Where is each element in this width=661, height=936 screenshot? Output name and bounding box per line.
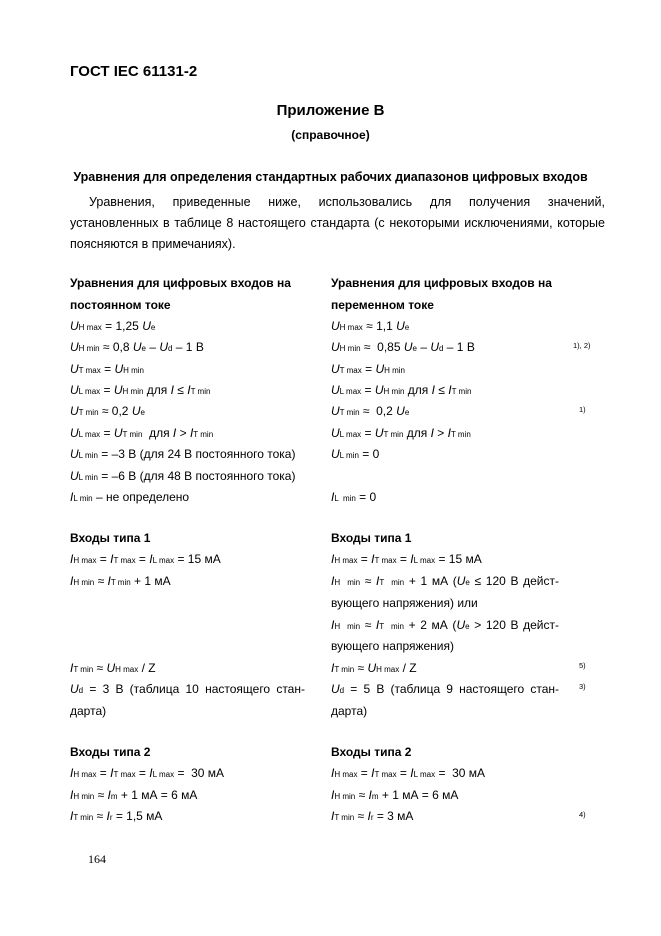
dc-t1-ud-cont: дарта) (70, 704, 107, 718)
ac-t1-min-1: IH min ≈ IT min + 1 мА (Ue ≤ 120 В дейст- (331, 574, 560, 588)
dc-column-title-line2: постоянном токе (70, 298, 171, 312)
ac-eq-ul-max: UL max = UH min для I ≤ IT min (331, 383, 472, 397)
ac-t2-max: IH max = IT max = IL max = 30 мА (331, 766, 486, 780)
dc-eq-ut-min: UT min ≈ 0,2 Ue (70, 404, 145, 418)
note-ref-4: 4) (579, 810, 586, 819)
ac-eq-uh-max: UH max ≈ 1,1 Ue (331, 319, 410, 333)
ac-t1-min-2-cont: вующего напряжения) (331, 639, 455, 653)
ac-t1-ud: Ud = 5 В (таблица 9 настоящего стан- (331, 682, 559, 696)
ac-type1-heading: Входы типа 1 (331, 531, 412, 545)
dc-t2-tmin: IT min ≈ Ir = 1,5 мА (70, 809, 163, 823)
dc-t1-max: IH max = IT max = IL max = 15 мА (70, 552, 221, 566)
dc-t1-tmin: IT min ≈ UH max / Z (70, 661, 156, 675)
dc-t1-ud: Ud = 3 В (таблица 10 настоящего стан- (70, 682, 305, 696)
ac-eq-ul-max-2: UL max = UT min для I > IT min (331, 426, 471, 440)
dc-eq-ul-max-2: UL max = UT min для I > IT min (70, 426, 214, 440)
dc-eq-ul-min-24: UL min = –3 В (для 24 В постоянного тока) (70, 447, 296, 461)
note-ref-1-2: 1), 2) (573, 341, 591, 350)
note-ref-3: 3) (579, 682, 586, 691)
note-ref-1: 1) (579, 405, 586, 414)
page-number: 164 (88, 852, 106, 866)
dc-type1-heading: Входы типа 1 (70, 531, 151, 545)
ac-type2-heading: Входы типа 2 (331, 745, 412, 759)
ac-t1-tmin: IT min ≈ UH max / Z (331, 661, 417, 675)
dc-eq-il-min: IL min – не определено (70, 490, 190, 504)
ac-eq-uh-min: UH min ≈ 0,85 Ue – Ud – 1 В (331, 340, 475, 354)
dc-eq-ul-min-48: UL min = –6 В (для 48 В постоянного тока) (70, 469, 296, 483)
dc-eq-uh-min: UH min ≈ 0,8 Ue – Ud – 1 В (70, 340, 204, 354)
ac-column-title-line1: Уравнения для цифровых входов на (331, 276, 552, 290)
ac-t2-min: IH min ≈ Im + 1 мА = 6 мА (331, 788, 459, 802)
dc-t2-max: IH max = IT max = IL max = 30 мА (70, 766, 225, 780)
ac-eq-ut-min: UT min ≈ 0,2 Ue (331, 404, 410, 418)
dc-t1-min: IH min ≈ IT min + 1 мА (70, 574, 171, 588)
ac-t1-max: IH max = IT max = IL max = 15 мА (331, 552, 482, 566)
appendix-title: Приложение В (276, 102, 385, 119)
ac-t1-min-1-cont: вующего напряжения) или (331, 596, 478, 610)
dc-type2-heading: Входы типа 2 (70, 745, 151, 759)
ac-eq-ul-min: UL min = 0 (331, 447, 380, 461)
ac-t2-tmin: IT min ≈ Ir = 3 мА (331, 809, 414, 823)
note-ref-5: 5) (579, 661, 586, 670)
appendix-subtitle: (справочное) (291, 128, 370, 142)
ac-t1-min-2: IH min ≈ IT min + 2 мА (Ue > 120 В дейст- (331, 618, 560, 632)
dc-eq-ul-max: UL max = UH min для I ≤ IT min (70, 383, 211, 397)
dc-eq-uh-max: UH max = 1,25 Ue (70, 319, 156, 333)
ac-column-title-line2: переменном токе (331, 298, 434, 312)
section-heading: Уравнения для определения стандартных рабочих диапазонов цифровых входов (73, 170, 588, 184)
standard-number: ГОСТ IEC 61131-2 (70, 63, 198, 80)
ac-t1-ud-cont: дарта) (331, 704, 368, 718)
intro-paragraph: Уравнения, приведенные ниже, использовались для получения значений, установленных в таблице 8 настоящего стандарта (с некоторыми исключениями, которые поясняются в примечаниях). (70, 195, 605, 251)
ac-eq-il-min: IL min = 0 (331, 490, 377, 504)
dc-column-title-line1: Уравнения для цифровых входов на (70, 276, 291, 290)
dc-eq-ut-max: UT max = UH min (70, 362, 144, 376)
dc-t2-min: IH min ≈ Im + 1 мА = 6 мА (70, 788, 198, 802)
ac-eq-ut-max: UT max = UH min (331, 362, 405, 376)
